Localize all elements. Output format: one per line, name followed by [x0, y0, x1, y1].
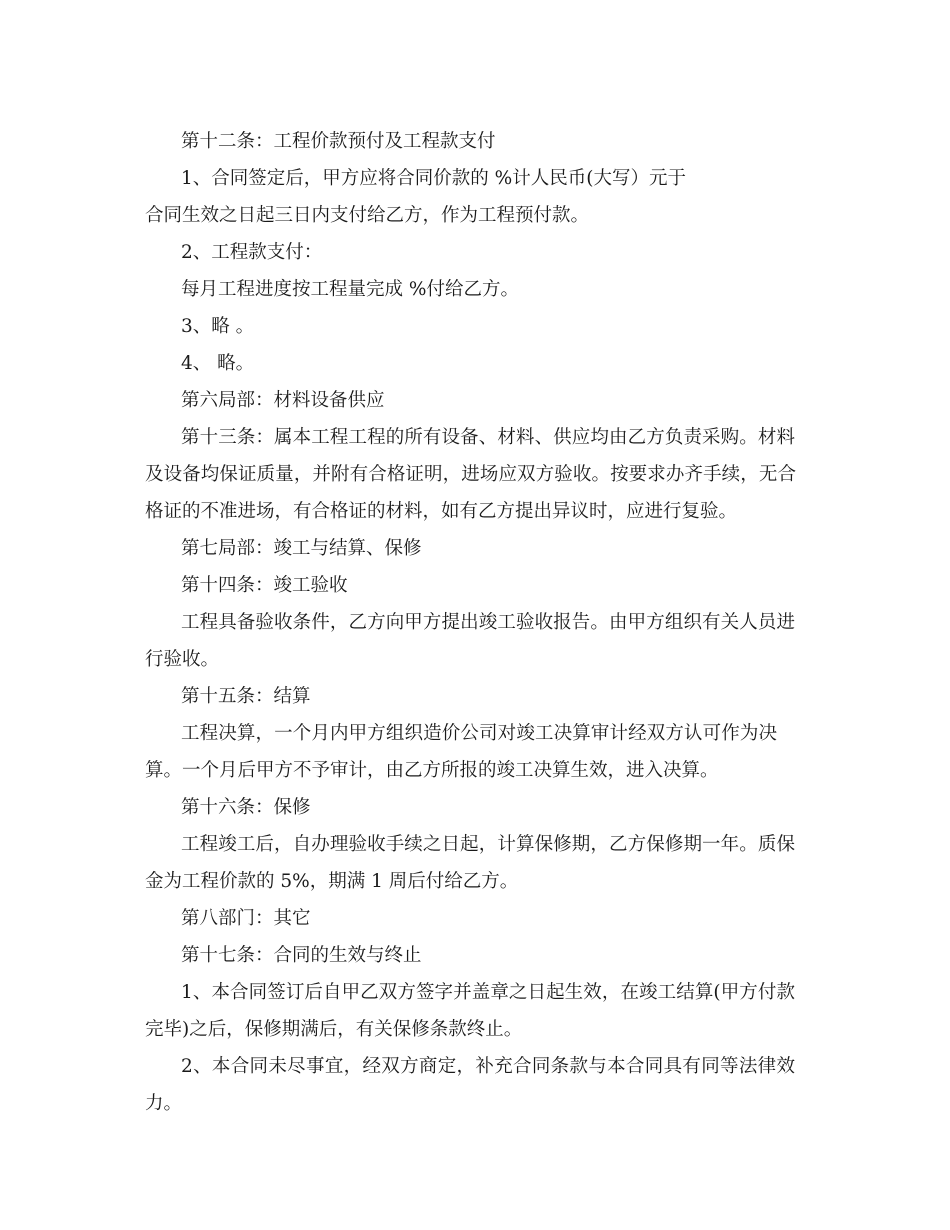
- heading-part-8: 第八部门：其它: [181, 908, 311, 929]
- paragraph-line: 每月工程进度按工程量完成 %付给乙方。: [181, 279, 519, 300]
- heading-article-15: 第十五条：结算: [181, 686, 311, 707]
- paragraph-line: 第十三条：属本工程工程的所有设备、材料、供应均由乙方负责采购。材料: [181, 427, 795, 448]
- paragraph-line: 3、略 。: [181, 316, 255, 337]
- heading-article-12: 第十二条：工程价款预付及工程款支付: [181, 131, 496, 152]
- heading-part-7: 第七局部：竣工与结算、保修: [181, 538, 422, 559]
- paragraph-line: 1、本合同签订后自甲乙双方签字并盖章之日起生效，在竣工结算(甲方付款: [181, 982, 795, 1003]
- paragraph-line: 格证的不准进场，有合格证的材料，如有乙方提出异议时，应进行复验。: [145, 501, 738, 522]
- paragraph-line: 1、合同签定后，甲方应将合同价款的 %计人民币(大写）元于: [181, 168, 686, 189]
- paragraph-line: 4、 略。: [181, 353, 255, 374]
- paragraph-line: 行验收。: [145, 649, 220, 670]
- paragraph-line: 及设备均保证质量，并附有合格证明，进场应双方验收。按要求办齐手续，无合: [145, 464, 796, 485]
- paragraph-line: 工程具备验收条件，乙方向甲方提出竣工验收报告。由甲方组织有关人员进: [181, 612, 795, 633]
- paragraph-line: 2、工程款支付：: [181, 242, 323, 263]
- paragraph-line: 力。: [145, 1093, 183, 1114]
- heading-part-6: 第六局部：材料设备供应: [181, 390, 385, 411]
- paragraph-line: 算。一个月后甲方不予审计，由乙方所报的竣工决算生效，进入决算。: [145, 760, 719, 781]
- paragraph-line: 2、本合同未尽事宜，经双方商定，补充合同条款与本合同具有同等法律效: [181, 1056, 795, 1077]
- paragraph-line: 合同生效之日起三日内支付给乙方，作为工程预付款。: [145, 205, 590, 226]
- heading-article-16: 第十六条：保修: [181, 797, 311, 818]
- paragraph-line: 工程决算，一个月内甲方组织造价公司对竣工决算审计经双方认可作为决: [181, 723, 777, 744]
- paragraph-line: 工程竣工后，自办理验收手续之日起，计算保修期，乙方保修期一年。质保: [181, 834, 795, 855]
- heading-article-17: 第十七条：合同的生效与终止: [181, 945, 422, 966]
- paragraph-line: 金为工程价款的 5%，期满 1 周后付给乙方。: [145, 871, 519, 892]
- paragraph-line: 完毕)之后，保修期满后，有关保修条款终止。: [145, 1019, 523, 1040]
- heading-article-14: 第十四条：竣工验收: [181, 575, 348, 596]
